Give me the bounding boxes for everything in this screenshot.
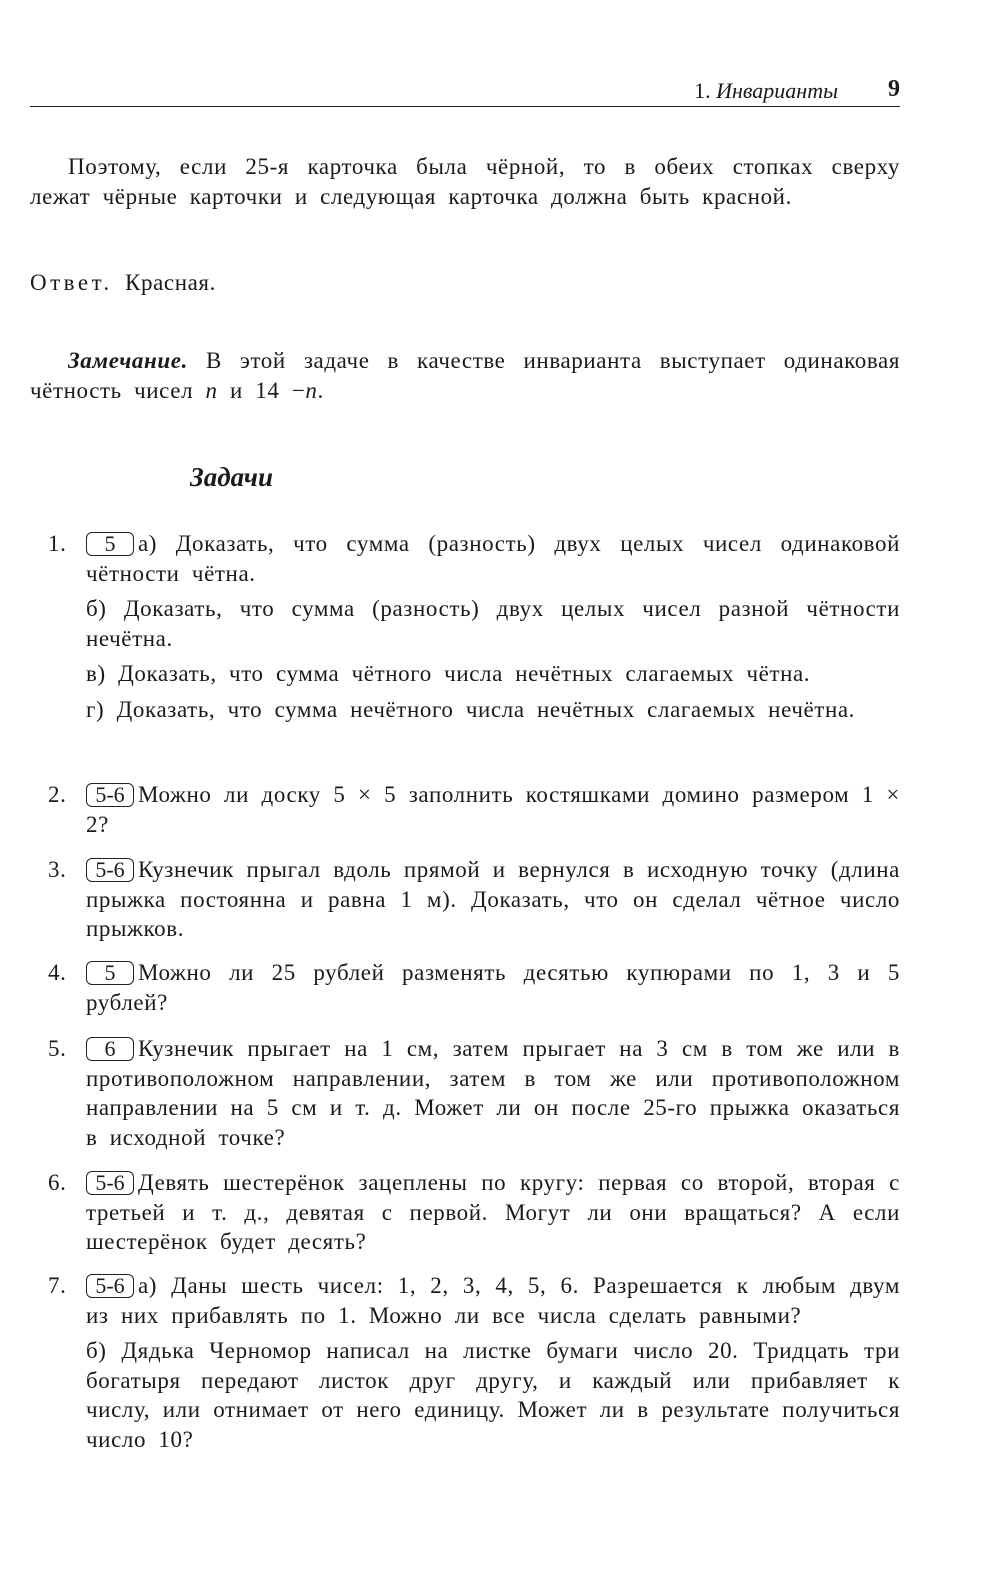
problem-number: 6. bbox=[48, 1170, 67, 1195]
problem-number: 5. bbox=[48, 1036, 67, 1061]
problem-part: 5-6 Девять шестерёнок зацеплены по кругу: первая со второй, вторая с третьей и т. д., девятая с первой. Могут ли они вращаться? А если шестерёнок будет десять? bbox=[86, 1170, 900, 1254]
problem-item bbox=[30, 1271, 900, 1454]
problem-item bbox=[30, 1034, 900, 1152]
remark-variable-2: n bbox=[305, 377, 318, 403]
problem-body bbox=[86, 529, 900, 724]
problem-body bbox=[86, 780, 900, 839]
problem-number: 3. bbox=[48, 857, 67, 882]
section-title: Задачи bbox=[190, 462, 273, 492]
problem-part: 6 Кузнечик прыгает на 1 см, затем прыгает на 3 см в том же или в противоположном направлении, затем в том же или противоположном направлении на 5 см и т. д. Может ли он после 25-го прыжка оказаться в исходной точке? bbox=[86, 1036, 900, 1150]
problem-item bbox=[30, 529, 900, 724]
problem-part: 5-6 а) Даны шесть чисел: 1, 2, 3, 4, 5, 6. Разрешается к любым двум из них прибавлять по 1. Можно ли все числа сделать равными? bbox=[86, 1273, 900, 1328]
problem-part: б) Дядька Черномор написал на листке бумаги число 20. Тридцать три богатыря передают листок друг другу, и каждый или прибавляет к числу, или отнимает от него единицу. Может ли в результате получиться число 10? bbox=[86, 1338, 900, 1452]
chapter-number: 1. bbox=[694, 78, 711, 103]
grade-badge: 5 bbox=[86, 961, 134, 985]
remark-text: В этой задаче в качестве инварианта выступает одинаковая чётность чисел bbox=[30, 348, 900, 403]
answer-label: Ответ. bbox=[30, 270, 113, 295]
page-number: 9 bbox=[888, 76, 900, 102]
problem-number: 1. bbox=[48, 531, 67, 556]
grade-badge: 5-6 bbox=[86, 1274, 134, 1298]
answer-text: Красная. bbox=[125, 270, 216, 295]
problem-part: г) Доказать, что сумма нечётного числа нечётных слагаемых нечётна. bbox=[86, 696, 856, 722]
remark-paragraph bbox=[30, 346, 900, 405]
grade-badge: 6 bbox=[86, 1037, 134, 1061]
grade-badge: 5-6 bbox=[86, 1171, 134, 1195]
problem-item bbox=[30, 855, 900, 944]
problem-item bbox=[30, 1168, 900, 1257]
chapter-title: Инварианты bbox=[716, 78, 838, 103]
problem-part: 5-6 Кузнечик прыгал вдоль прямой и вернулся в исходную точку (длина прыжка постоянна и равна 1 м). Доказать, что он сделал чётное число прыжков. bbox=[86, 857, 900, 941]
intro-paragraph: Поэтому, если 25-я карточка была чёрной, то в обеих стопках сверху лежат чёрные карточки и следующая карточка должна быть красной. bbox=[30, 154, 900, 209]
remark-label: Замечание. bbox=[68, 348, 188, 373]
remark-conjunction: и bbox=[230, 377, 243, 403]
problem-item bbox=[30, 958, 900, 1017]
problem-part: в) Доказать, что сумма чётного числа нечётных слагаемых чётна. bbox=[86, 661, 811, 686]
problem-body bbox=[86, 855, 900, 944]
problem-part: 5 а) Доказать, что сумма (разность) двух целых чисел одинаковой чётности чётна. bbox=[86, 531, 900, 586]
problem-number: 2. bbox=[48, 782, 67, 807]
problem-body bbox=[86, 1168, 900, 1257]
grade-badge: 5 bbox=[86, 532, 134, 556]
grade-badge: 5-6 bbox=[86, 858, 134, 882]
problem-part: 5 Можно ли 25 рублей разменять десятью купюрами по 1, 3 и 5 рублей? bbox=[86, 960, 900, 1015]
problem-body bbox=[86, 1034, 900, 1152]
running-header bbox=[30, 72, 900, 107]
problem-item bbox=[30, 780, 900, 839]
grade-badge: 5-6 bbox=[86, 783, 134, 807]
remark-expression: 14 − bbox=[255, 377, 306, 403]
book-page bbox=[30, 0, 900, 1574]
problem-body bbox=[86, 1271, 900, 1454]
problem-part: 5-6 Можно ли доску 5 × 5 заполнить костяшками домино размером 1 × 2? bbox=[86, 782, 900, 837]
problem-number: 7. bbox=[48, 1273, 67, 1298]
answer-paragraph bbox=[30, 268, 900, 298]
problem-part: б) Доказать, что сумма (разность) двух целых чисел разной чётности нечётна. bbox=[86, 596, 900, 651]
problem-body bbox=[86, 958, 900, 1017]
problem-number: 4. bbox=[48, 960, 67, 985]
remark-variable: n bbox=[205, 377, 218, 403]
remark-period: . bbox=[317, 377, 324, 403]
chapter-heading bbox=[694, 78, 838, 104]
